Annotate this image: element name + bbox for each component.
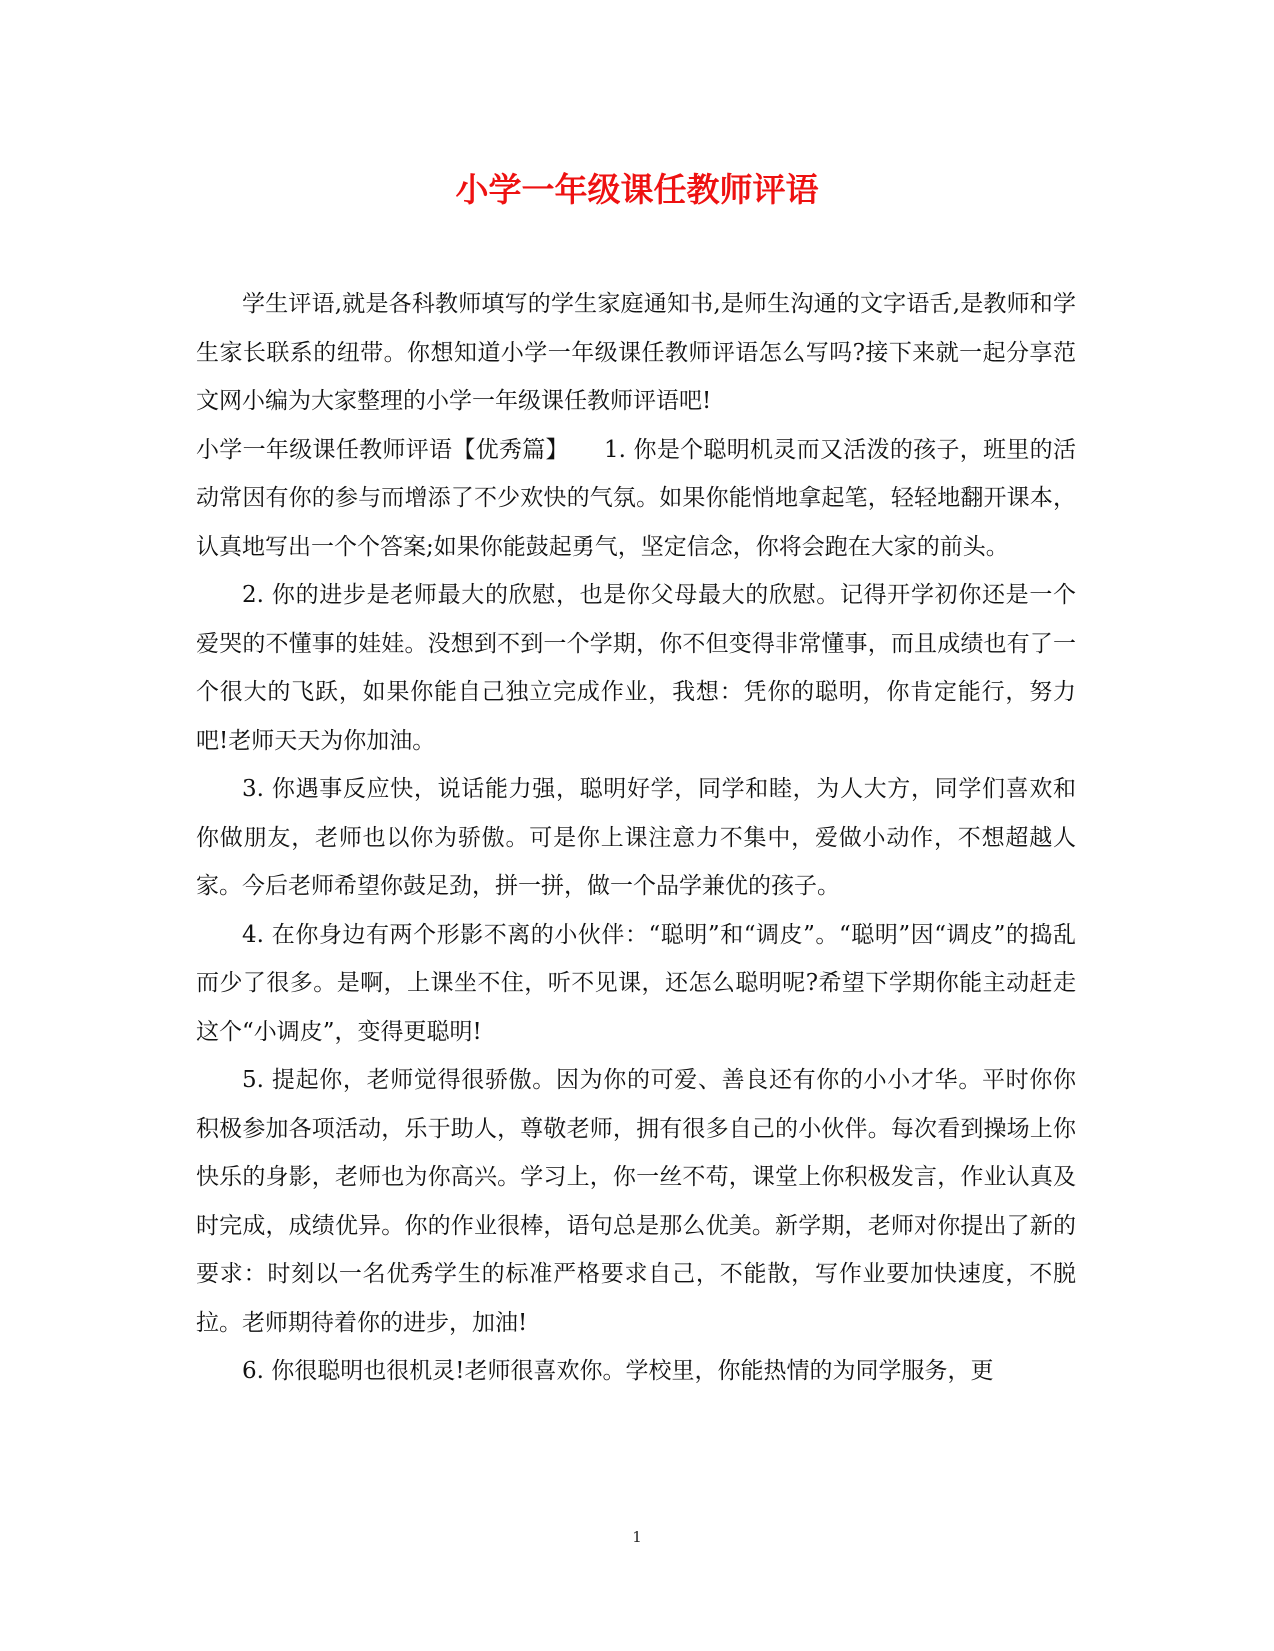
comment-paragraph-4: 4. 在你身边有两个形影不离的小伙伴：“聪明”和“调皮”。“聪明”因“调皮”的捣乱而少了很多。是啊，上课坐不住，听不见课，还怎么聪明呢?希望下学期你能主动赶走这个“小调皮”，变得更聪明! (196, 921, 1076, 1045)
comment-paragraph-6: 6. 你很聪明也很机灵!老师很喜欢你。学校里，你能热情的为同学服务，更 (242, 1358, 994, 1384)
comment-paragraph-3: 3. 你遇事反应快，说话能力强，聪明好学，同学和睦，为人大方，同学们喜欢和你做朋友，老师也以你为骄傲。可是你上课注意力不集中，爱做小动作，不想超越人家。今后老师希望你鼓足劲，拼一拼，做一个品学兼优的孩子。 (196, 776, 1076, 899)
comment-paragraph-5: 5. 提起你，老师觉得很骄傲。因为你的可爱、善良还有你的小小才华。平时你你积极参加各项活动，乐于助人，尊敬老师，拥有很多自己的小伙伴。每次看到操场上你快乐的身影，老师也为你高兴。学习上，你一丝不苟，课堂上你积极发言，作业认真及时完成，成绩优异。你的作业很棒，语句总是那么优美。新学期，老师对你提出了新的要求：时刻以一名优秀学生的标准严格要求自己，不能散，写作业要加快速度，不脱拉。老师期待着你的进步，加油! (196, 1067, 1076, 1336)
page-number: 1 (632, 1528, 642, 1546)
comment-paragraph-2: 2. 你的进步是老师最大的欣慰，也是你父母最大的欣慰。记得开学初你还是一个爱哭的不懂事的娃娃。没想到不到一个学期，你不但变得非常懂事，而且成绩也有了一个很大的飞跃，如果你能自己独立完成作业，我想：凭你的聪明，你肯定能行，努力吧!老师天天为你加油。 (196, 582, 1076, 754)
document-title: 小学一年级课任教师评语 (455, 170, 819, 209)
document-body (196, 280, 1076, 1396)
intro-paragraph: 学生评语,就是各科教师填写的学生家庭通知书,是师生沟通的文字语舌,是教师和学生家长联系的纽带。你想知道小学一年级课任教师评语怎么写吗?接下来就一起分享范文网小编为大家整理的小学一年级课任教师评语吧! (196, 291, 1076, 414)
section-heading-paragraph: 小学一年级课任教师评语【优秀篇】 1. 你是个聪明机灵而又活泼的孩子，班里的活动常因有你的参与而增添了不少欢快的气氛。如果你能悄地拿起笔，轻轻地翻开课本，认真地写出一个个答案;如果你能鼓起勇气，坚定信念，你将会跑在大家的前头。 (196, 436, 1076, 560)
